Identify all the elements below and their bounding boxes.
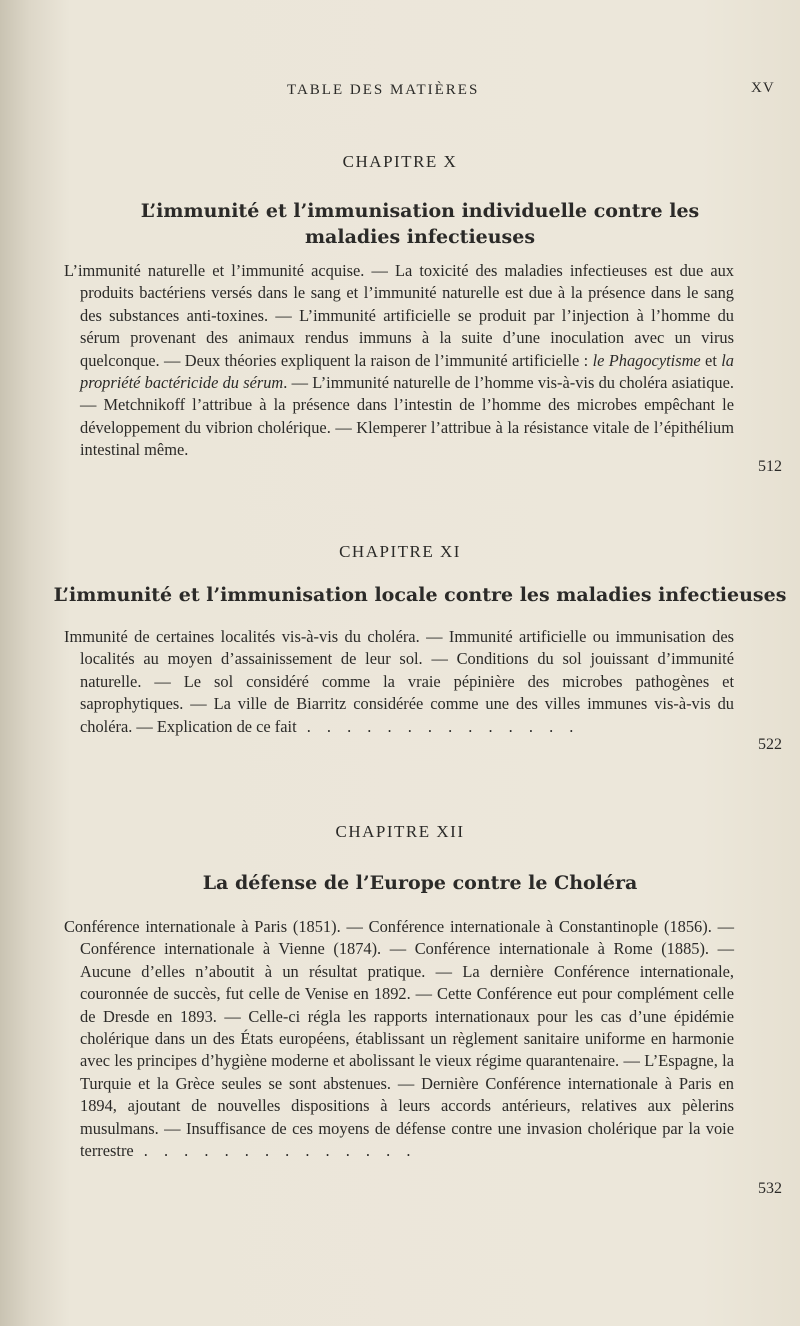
chapter-x-summary-text-end: . — L’immunité naturelle de l’homme vis-à-vis du choléra asiatique. — Metchnikoff l’attribue à la présence dans l’intestin de l’homme des microbes empêchant le développement du vibrion cholérique. — Klemperer l’attribue à la résistance vitale de l’épithélium intestinal même.	[80, 373, 734, 460]
chapter-xi-dot-leader: . . . . . . . . . . . . . .	[296, 716, 580, 736]
page-number: XV	[751, 80, 775, 96]
chapter-xii-summary	[64, 916, 734, 1162]
chapter-xi-summary-text: Immunité de certaines localités vis-à-vis du choléra. — Immunité artificielle ou immunisation des localités au moyen d’assainissement de leur sol. — Conditions du sol jouissant d’immunité naturelle. — Le sol considéré comme la vraie pépinière des microbes pathogènes et saprophytiques. — La ville de Biarritz considérée comme une des villes immunes vis-à-vis du choléra. — Explication de ce fait	[64, 627, 734, 736]
chapter-xi-page-ref: 522	[758, 736, 782, 753]
chapter-xii-dot-leader: . . . . . . . . . . . . . .	[133, 1141, 417, 1161]
chapter-xii-summary-text: Conférence internationale à Paris (1851). — Conférence internationale à Constantinople (1856). — Conférence internationale à Vienne (1874). — Conférence internationale à Rome (1885). — Aucune d’elles n’aboutit à un résultat pratique. — La dernière Conférence internationale, couronnée de succès, fut celle de Venise en 1892. — Cette Conférence eut pour complément celle de Dresde en 1893. — Celle-ci régla les rapports internationaux pour les cas d’une épidémie cholérique dans un des États européens, établissant un règlement sanitaire uniforme en harmonie avec les principes d’hygiène moderne et abolissant le vieux régime quarantenaire. — L’Espagne, la Turquie et la Grèce seules se sont abstenues. — Dernière Conférence internationale à Paris en 1894, ajoutant de nouvelles dispositions à leurs accords antérieurs, relatives aux pèlerins musulmans. — Insuffisance de ces moyens de défense contre une invasion cholérique par la voie terrestre	[64, 917, 734, 1161]
chapter-xii-heading: CHAPITRE XII	[335, 822, 465, 841]
chapter-x-summary-italic-phagocytisme: le Phagocytisme	[592, 350, 701, 370]
chapter-x-page-ref: 512	[758, 458, 782, 475]
chapter-xii-title: La défense de l’Europe contre le Choléra	[202, 872, 638, 894]
running-header	[0, 82, 800, 106]
chapter-xi-heading: CHAPITRE XI	[339, 542, 461, 561]
chapter-xi-title: L’immunité et l’immunisation locale contre les maladies infectieuses	[53, 584, 787, 606]
chapter-x-title: L’immunité et l’immunisation individuelle contre les maladies infectieuses	[140, 200, 700, 248]
chapter-x-summary-connector: et	[700, 350, 722, 370]
running-title: TABLE DES MATIÈRES	[287, 82, 480, 98]
chapter-x-summary-italic-bactericide: la propriété bactéricide du sérum	[80, 350, 734, 393]
chapter-xi-summary	[64, 626, 734, 738]
chapter-xii-page-ref: 532	[758, 1180, 782, 1197]
chapter-x-heading: CHAPITRE X	[342, 152, 458, 171]
chapter-x-summary-text: L’immunité naturelle et l’immunité acquise. — La toxicité des maladies infectieuses est due aux produits bactériens versés dans le sang et l’immunité naturelle est due à la présence dans le sang des substances anti-toxines. — L’immunité artificielle se produit par l’injection à l’homme du sérum provenant des animaux rendus immuns à la suite d’une inoculation avec un virus quelconque. — Deux théories expliquent la raison de l’immunité artificielle :	[64, 261, 734, 370]
chapter-x-summary	[64, 260, 734, 462]
